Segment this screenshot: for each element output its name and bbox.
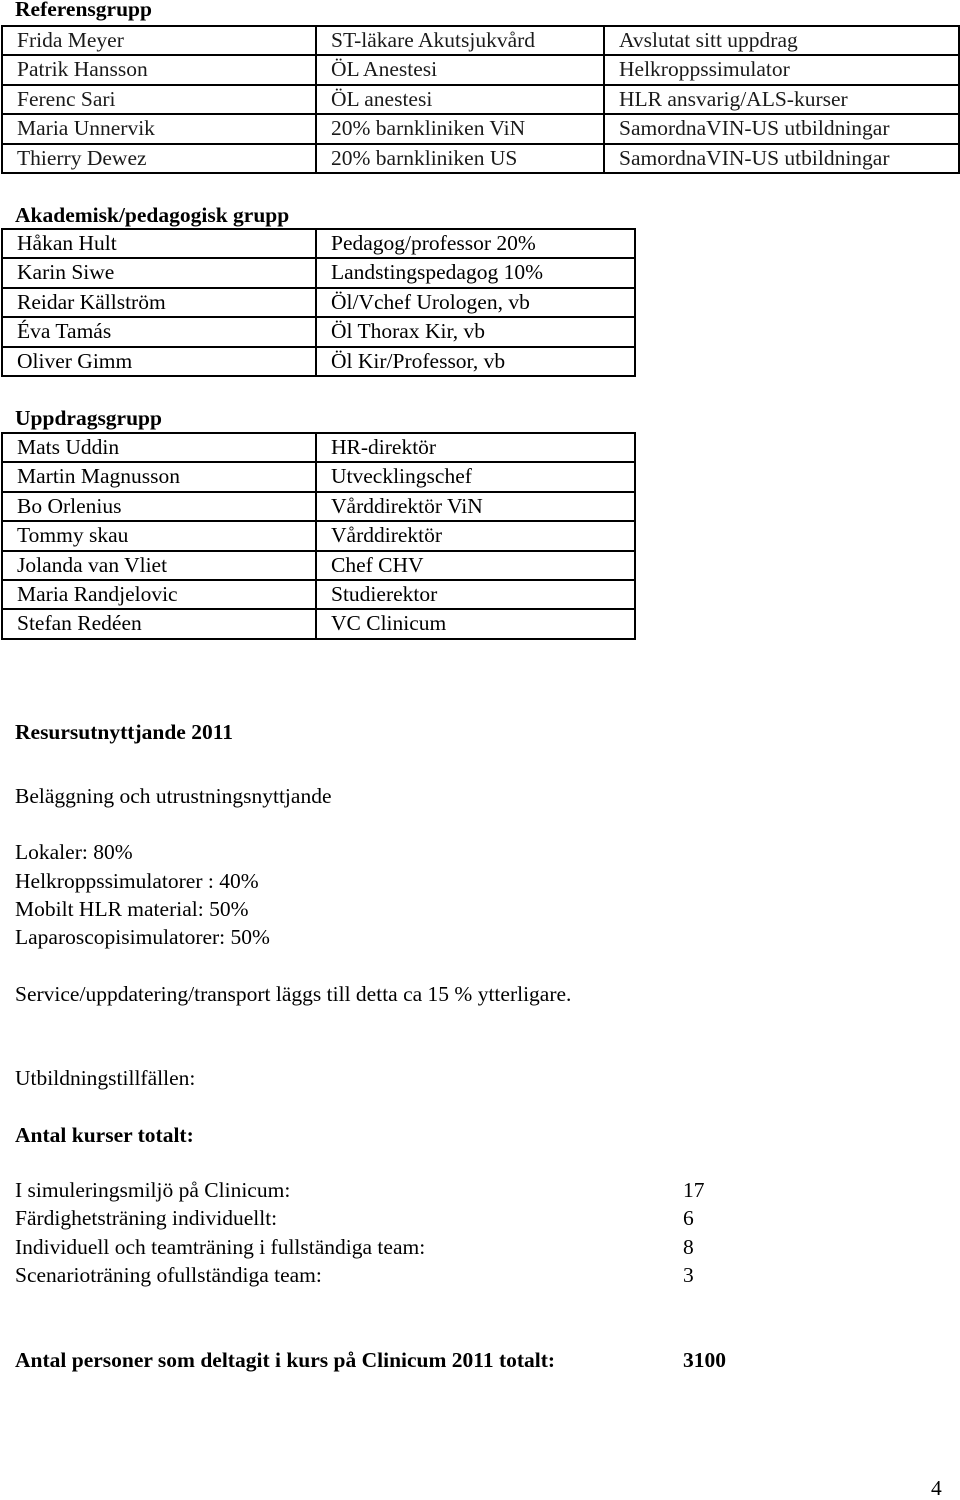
table-row [2, 229, 635, 258]
total-participants-value: 3100 [683, 1348, 726, 1372]
member-task: SamordnaVIN-US utbildningar [604, 144, 959, 173]
member-name: Reidar Källström [2, 288, 316, 317]
member-role: 20% barnkliniken US [316, 144, 604, 173]
resursutnyttjande-heading: Resursutnyttjande 2011 [15, 720, 234, 744]
page-number: 4 [931, 1476, 942, 1500]
member-name: Maria Randjelovic [2, 580, 316, 609]
member-role: ST-läkare Akutsjukvård [316, 26, 604, 55]
referensgrupp-table [1, 25, 960, 174]
table-row [2, 258, 635, 287]
member-task: Helkroppssimulator [604, 55, 959, 84]
member-name: Martin Magnusson [2, 462, 316, 491]
member-role: Öl Kir/Professor, vb [316, 347, 635, 376]
resource-line: Lokaler: 80% [15, 840, 133, 864]
member-role: Chef CHV [316, 551, 635, 580]
member-name: Oliver Gimm [2, 347, 316, 376]
member-role: HR-direktör [316, 433, 635, 462]
member-name: Maria Unnervik [2, 114, 316, 143]
member-name: Éva Tamás [2, 317, 316, 346]
course-count-label: Individuell och teamträning i fullständiga team: [15, 1234, 426, 1259]
member-task: SamordnaVIN-US utbildningar [604, 114, 959, 143]
table-row [2, 26, 959, 55]
table-row [2, 551, 635, 580]
member-name: Patrik Hansson [2, 55, 316, 84]
member-name: Håkan Hult [2, 229, 316, 258]
member-role: Studierektor [316, 580, 635, 609]
course-count-value: 3 [683, 1263, 694, 1288]
course-count-value: 6 [683, 1206, 694, 1231]
member-role: Öl Thorax Kir, vb [316, 317, 635, 346]
course-count-value: 17 [683, 1178, 705, 1202]
table-row [2, 347, 635, 376]
member-role: 20% barnkliniken ViN [316, 114, 604, 143]
table-row [2, 433, 635, 462]
member-task: Avslutat sitt uppdrag [604, 26, 959, 55]
member-role: Utvecklingschef [316, 462, 635, 491]
member-name: Bo Orlenius [2, 492, 316, 521]
member-name: Mats Uddin [2, 433, 316, 462]
antal-kurser-heading: Antal kurser totalt: [15, 1123, 194, 1147]
member-name: Thierry Dewez [2, 144, 316, 173]
course-count-label: Scenarioträning ofullständiga team: [15, 1263, 322, 1288]
member-name: Frida Meyer [2, 26, 316, 55]
table-row [2, 317, 635, 346]
course-count-label: I simuleringsmiljö på Clinicum: [15, 1178, 291, 1202]
member-name: Jolanda van Vliet [2, 551, 316, 580]
table-row [2, 114, 959, 143]
course-count-value: 8 [683, 1234, 694, 1259]
table-row [2, 55, 959, 84]
member-role: Landstingspedagog 10% [316, 258, 635, 287]
utbildningstillfallen-heading: Utbildningstillfällen: [15, 1066, 196, 1090]
member-role: Pedagog/professor 20% [316, 229, 635, 258]
member-name: Stefan Redéen [2, 609, 316, 638]
belaggning-subheading: Beläggning och utrustningsnyttjande [15, 784, 332, 808]
member-name: Ferenc Sari [2, 85, 316, 114]
resource-line: Helkroppssimulatorer : 40% [15, 869, 259, 893]
member-role: Vårddirektör [316, 521, 635, 550]
member-role: Vårddirektör ViN [316, 492, 635, 521]
table-row [2, 144, 959, 173]
table-row [2, 580, 635, 609]
uppdragsgrupp-table [1, 432, 636, 640]
table-row [2, 609, 635, 638]
member-name: Karin Siwe [2, 258, 316, 287]
total-participants-label: Antal personer som deltagit i kurs på Clinicum 2011 totalt: [15, 1348, 556, 1372]
akademisk-grupp-table [1, 228, 636, 377]
akademisk-grupp-heading: Akademisk/pedagogisk grupp [15, 203, 290, 227]
service-note: Service/uppdatering/transport läggs till detta ca 15 % ytterligare. [15, 982, 572, 1006]
table-row [2, 288, 635, 317]
resource-line: Mobilt HLR material: 50% [15, 897, 249, 921]
member-role: VC Clinicum [316, 609, 635, 638]
member-role: Öl/Vchef Urologen, vb [316, 288, 635, 317]
member-task: HLR ansvarig/ALS-kurser [604, 85, 959, 114]
referensgrupp-heading: Referensgrupp [15, 0, 152, 21]
uppdragsgrupp-heading: Uppdragsgrupp [15, 406, 162, 430]
course-count-label: Färdighetsträning individuellt: [15, 1206, 278, 1231]
resource-line: Laparoscopisimulatorer: 50% [15, 925, 270, 949]
table-row [2, 85, 959, 114]
member-role: ÖL anestesi [316, 85, 604, 114]
member-name: Tommy skau [2, 521, 316, 550]
table-row [2, 462, 635, 491]
table-row [2, 492, 635, 521]
member-role: ÖL Anestesi [316, 55, 604, 84]
table-row [2, 521, 635, 550]
